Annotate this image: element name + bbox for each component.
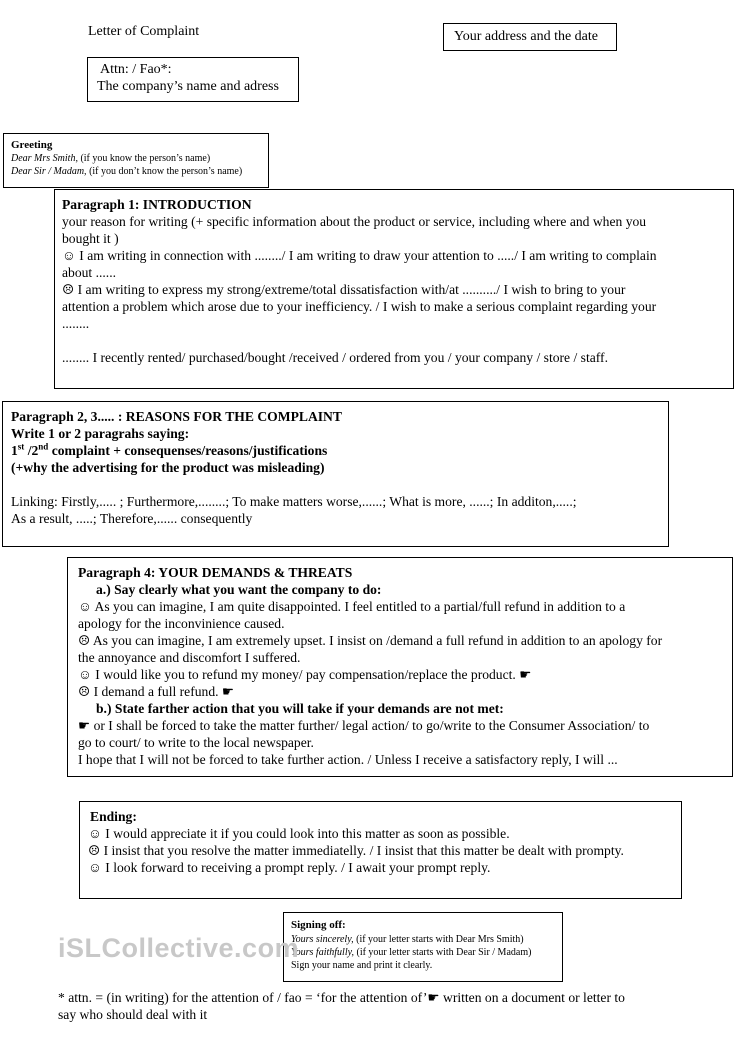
paragraph1-line: your reason for writing (+ specific information about the product or service, including where and when you <box>62 214 647 229</box>
paragraph1-line: ☺ I am writing in connection with ......../ I am writing to draw your attention to ...../ I am writing to complain <box>62 248 657 263</box>
footnote-line: * attn. = (in writing) for the attention of / fao = ‘for the attention of’☛ written on a document or letter to <box>58 990 625 1005</box>
greeting-line-1: Dear Mrs Smith, (if you know the person’s name) <box>11 153 211 164</box>
paragraph4-line: go to court/ to write to the local newspaper. <box>78 735 314 750</box>
ending-box <box>79 801 682 899</box>
letter-title: Letter of Complaint <box>88 24 200 39</box>
paragraph4-sub-a: a.) Say clearly what you want the company to do: <box>96 582 382 597</box>
paragraph4-line: ☛ or I shall be forced to take the matter further/ legal action/ to go/write to the Consumer Association/ to <box>78 718 650 733</box>
footnote-line: say who should deal with it <box>58 1007 208 1022</box>
paragraph2-advertising-line: (+why the advertising for the product was misleading) <box>11 460 325 475</box>
ending-line: ☺ I look forward to receiving a prompt reply. / I await your prompt reply. <box>88 860 491 875</box>
paragraph4-line: I hope that I will not be forced to take further action. / Unless I receive a satisfactory reply, I will ... <box>78 752 618 767</box>
paragraph1-heading: Paragraph 1: INTRODUCTION <box>62 197 252 212</box>
paragraph2-subheading: Write 1 or 2 paragrahs saying: <box>11 426 190 441</box>
watermark-logo: iSLCollective.com <box>58 933 300 963</box>
paragraph1-line: bought it ) <box>62 231 119 246</box>
paragraph2-complaint-line: 1st /2nd complaint + consequenses/reasons/justifications <box>11 441 328 458</box>
paragraph4-line: the annoyance and discomfort I suffered. <box>78 650 301 665</box>
attn-box <box>87 57 299 102</box>
signing-line-2: Yours faithfully, (if your letter starts with Dear Sir / Madam) <box>291 947 532 958</box>
ending-heading: Ending: <box>90 809 137 824</box>
paragraph1-line: ........ I recently rented/ purchased/bought /received / ordered from you / your company / store / staff. <box>62 350 608 365</box>
signing-line-3: Sign your name and print it clearly. <box>291 960 433 971</box>
paragraph1-line: about ...... <box>62 265 116 280</box>
paragraph4-line: ☹ As you can imagine, I am extremely upset. I insist on /demand a full refund in addition to an apology for <box>78 633 663 648</box>
signing-line-1: Yours sincerely, (if your letter starts with Dear Mrs Smith) <box>291 934 524 945</box>
paragraph4-line: ☺ As you can imagine, I am quite disappointed. I feel entitled to a partial/full refund in addition to a <box>78 599 626 614</box>
paragraph1-box <box>54 189 734 389</box>
company-name-label: The company’s name and adress <box>97 79 279 94</box>
paragraph2-heading: Paragraph 2, 3..... : REASONS FOR THE COMPLAINT <box>11 409 342 424</box>
greeting-title: Greeting <box>11 139 53 151</box>
paragraph4-line: ☺ I would like you to refund my money/ pay compensation/replace the product. ☛ <box>78 667 532 682</box>
signing-heading: Signing off: <box>291 919 346 931</box>
paragraph4-heading: Paragraph 4: YOUR DEMANDS & THREATS <box>78 565 353 580</box>
paragraph4-sub-b: b.) State farther action that you will take if your demands are not met: <box>96 701 504 716</box>
ending-line: ☹ I insist that you resolve the matter immediatelly. / I insist that this matter be dealt with prompty. <box>88 843 624 858</box>
paragraph1-line: ☹ I am writing to express my strong/extreme/total dissatisfaction with/at ........../ I wish to bring to your <box>62 282 626 297</box>
paragraph4-box <box>67 557 733 777</box>
paragraph2-box <box>2 401 669 547</box>
address-date-label: Your address and the date <box>454 29 598 44</box>
paragraph4-line: apology for the inconvinience caused. <box>78 616 285 631</box>
attn-label: Attn: / Fao*: <box>100 62 172 77</box>
signing-box <box>283 912 563 982</box>
greeting-box <box>3 133 269 188</box>
paragraph4-line: ☹ I demand a full refund. ☛ <box>78 684 235 699</box>
address-date-box <box>443 23 617 51</box>
paragraph2-linking-line: As a result, .....; Therefore,...... consequently <box>11 511 253 526</box>
greeting-line-2: Dear Sir / Madam, (if you don’t know the person’s name) <box>11 166 243 177</box>
ending-line: ☺ I would appreciate it if you could look into this matter as soon as possible. <box>88 826 510 841</box>
paragraph2-linking-line: Linking: Firstly,..... ; Furthermore,........; To make matters worse,......; What is more, ......; In additon,.....; <box>11 494 577 509</box>
paragraph1-line: ........ <box>62 316 90 331</box>
paragraph1-line: attention a problem which arose due to your inefficiency. / I wish to make a serious complaint regarding your <box>62 299 657 314</box>
